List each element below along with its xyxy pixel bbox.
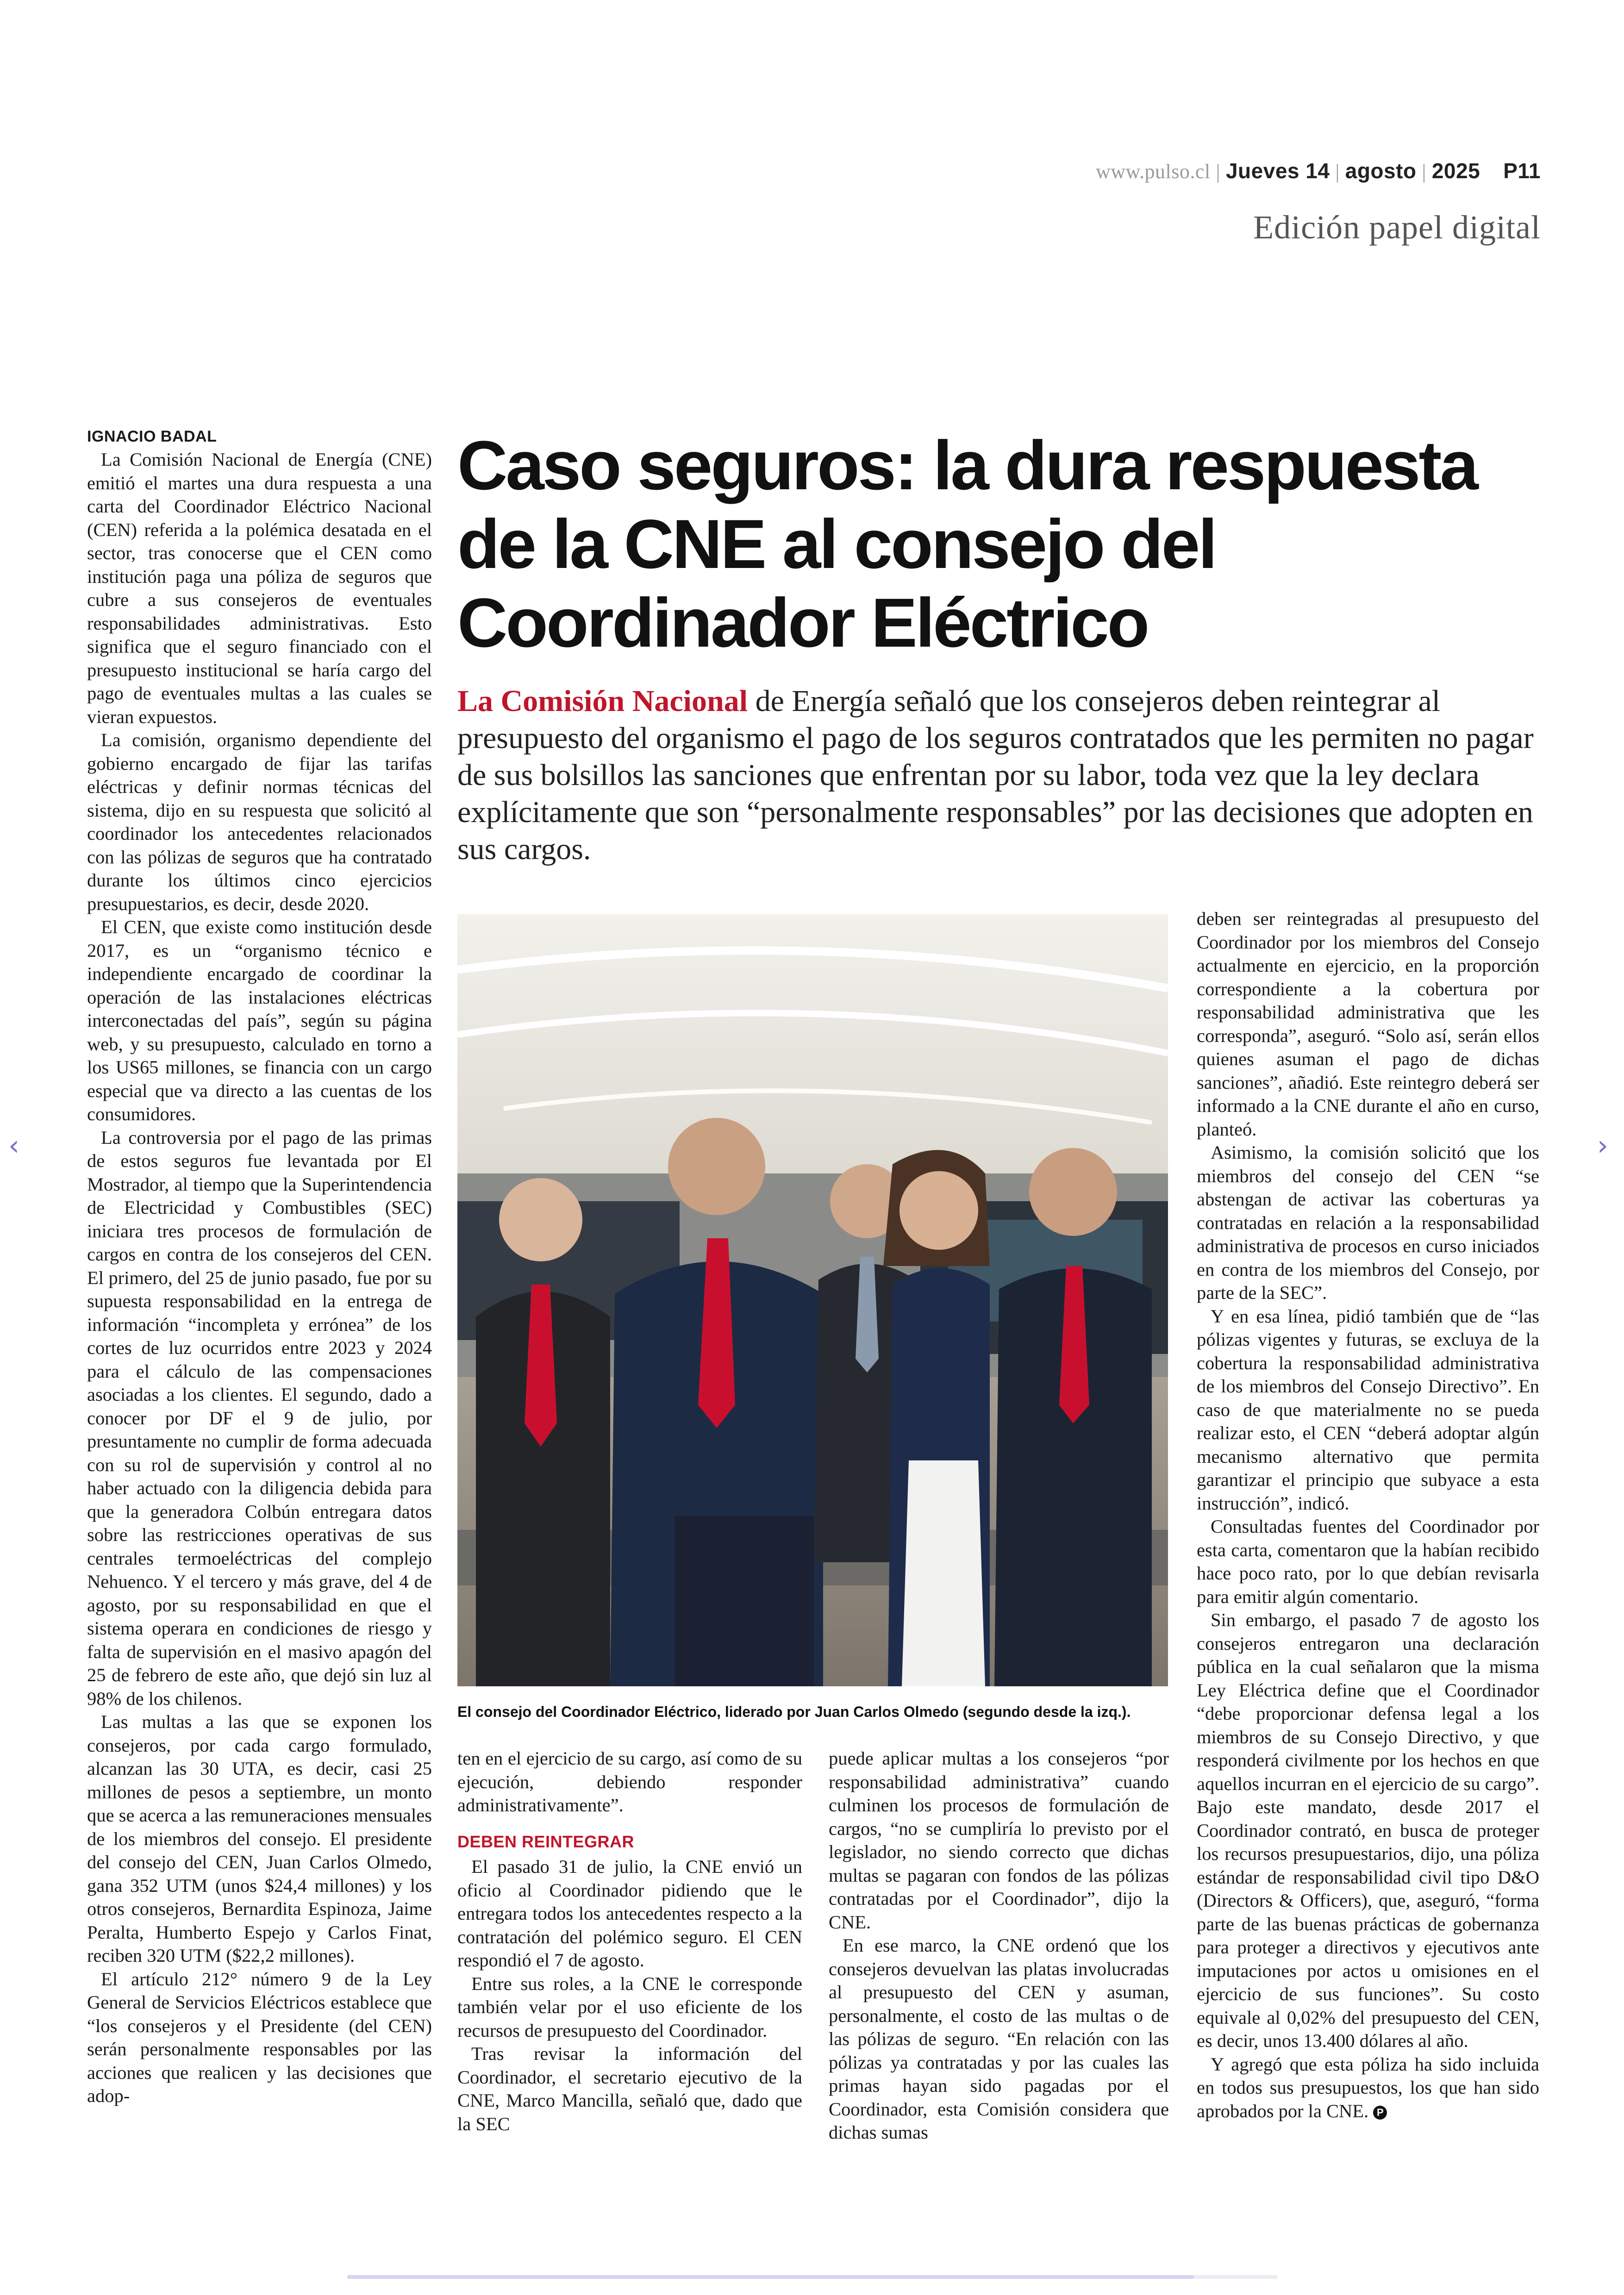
masthead-separator: | xyxy=(1216,160,1220,183)
masthead-day: Jueves 14 xyxy=(1225,159,1330,183)
lede xyxy=(457,683,1550,868)
masthead xyxy=(1096,158,1541,183)
paragraph xyxy=(1197,2053,1539,2123)
scrollbar-track[interactable] xyxy=(347,2275,1278,2279)
paragraph: ten en el ejercicio de su cargo, así como de su ejecución, debiendo responder administrativamente”. xyxy=(457,1748,802,1815)
end-mark-icon: P xyxy=(1373,2106,1387,2120)
column-1 xyxy=(87,425,432,2108)
photo-caption: El consejo del Coordinador Eléctrico, liderado por Juan Carlos Olmedo (segundo desde la izq.). xyxy=(457,1703,1131,1720)
paragraph: Sin embargo, el pasado 7 de agosto los consejeros entregaron una declaración pública en la cual señalaron que la misma Ley Eléctrica define que el Coordinador “debe proporcionar defensa legal a los miembros de su Consejo Directivo, y que responderá civilmente por los hechos en que aquellos incurran en el ejercicio de su cargo”. Bajo este mandato, desde 2017 el Coordinador contrató, en busca de proteger los recursos presupuestarios, dijo, una póliza estándar de responsabilidad civil tipo D&O (Directors & Officers), que, aseguró, “forma parte de las buenas prácticas de gobernanza para proteger a directivos y ejecutivos ante imputaciones por actos u omisiones en el ejercicio de sus funciones”. Su costo equivale al 0,02% del presupuesto del CEN, es decir, unos 13.400 dólares al año. xyxy=(1197,1609,1539,2051)
paragraph: Y en esa línea, pidió también que de “las pólizas vigentes y futuras, se excluya de la cobertura la responsabilidad administrativa de los miembros del Consejo Directivo”. En caso de que materialmente no se pueda realizar esto, el CEN “deberá adoptar algún mecanismo alternativo que permita garantizar el principio que subyace a esta instrucción”, indicó. xyxy=(1197,1305,1539,1514)
paragraph: El artículo 212° número 9 de la Ley General de Servicios Eléctricos establece que “los consejeros y el Presidente (del CEN) serán personalmente responsables por las acciones que realicen y las decisiones que adop- xyxy=(87,1968,432,2106)
column-2 xyxy=(457,1747,802,2136)
masthead-year: 2025 xyxy=(1431,159,1480,183)
group-photo-illustration xyxy=(457,914,1168,1686)
next-page-icon[interactable]: › xyxy=(1597,1129,1608,1162)
headline: Caso seguros: la dura respuesta de la CNE al consejo del Coordinador Eléctrico xyxy=(457,426,1477,661)
masthead-site: www.pulso.cl xyxy=(1096,160,1211,183)
scrollbar-thumb[interactable] xyxy=(347,2275,1194,2279)
paragraph: Asimismo, la comisión solicitó que los miembros del consejo del CEN “se abstengan de activar las coberturas ya contratadas en relación a la responsabilidad administrativa de procesos en curso iniciados en contra de los miembros del Consejo, por parte de la SEC”. xyxy=(1197,1142,1539,1303)
paragraph: La Comisión Nacional de Energía (CNE) emitió el martes una dura respuesta a una carta del Coordinador Eléctrico Nacional (CEN) referida a la polémica desatada en el sector, tras conocerse que el CEN como institución paga una póliza de seguros que cubre a sus consejeros de eventuales responsabilidades administrativas. Esto significa que el seguro financiado con el presupuesto institucional se haría cargo del pago de eventuales multas a las cuales se vieran expuestos. xyxy=(87,449,432,727)
lede-lead: La Comisión Nacional xyxy=(457,684,748,718)
paragraph: Consultadas fuentes del Coordinador por esta carta, comentaron que la habían recibido hace poco rato, por lo que debían revisarla para emitir algún comentario. xyxy=(1197,1516,1539,1607)
article-photo xyxy=(457,914,1168,1686)
paragraph: La controversia por el pago de las primas de estos seguros fue levantada por El Mostrador, al tiempo que la Superintendencia de Electricidad y Combustibles (SEC) iniciara tres procesos de formulación de cargos en contra de los consejeros del CEN. El primero, del 25 de junio pasado, fue por su supuesta responsabilidad en la entrega de información “incompleta y errónea” de los cortes de luz ocurridos entre 2023 y 2024 para el cálculo de las compensaciones asociadas a los clientes. El segundo, dado a conocer por DF el 9 de julio, por presuntamente no cumplir de forma adecuada con su rol de supervisión y control al no haber actuado con la diligencia debida para que la generadora Colbún entregara datos sobre las restricciones operativas de sus centrales termoeléctricas del complejo Nehuenco. Y el tercero y más grave, del 4 de agosto, por su responsabilidad en que el sistema operara en condiciones de riesgo y falta de supervisión en el masivo apagón del 25 de febrero de este año, que dejó sin luz al 98% de los chilenos. xyxy=(87,1127,432,1709)
paragraph-text: Y agregó que esta póliza ha sido incluida en todos sus presupuestos, los que han sido aprobados por la CNE. xyxy=(1197,2053,1539,2121)
lede-body: de Energía señaló que los consejeros deben reintegrar al presupuesto del organismo el pago de los seguros contratados que les permiten no pagar de sus bolsillos las sanciones que enfrentan por su labor, toda vez que la ley declara explícitamente que son “personalmente responsables” por las decisiones que adopten en sus cargos. xyxy=(457,684,1534,866)
paragraph: Entre sus roles, a la CNE le corresponde también velar por el uso eficiente de los recursos de presupuesto del Coordinador. xyxy=(457,1973,802,2041)
page-number: P11 xyxy=(1503,159,1541,183)
column-4 xyxy=(1197,907,1539,2123)
paragraph: En ese marco, la CNE ordenó que los consejeros devuelvan las platas involucradas al presupuesto del CEN y asuman, personalmente, el costo de las multas o de las pólizas de seguro. “En relación con las pólizas ya contratadas y por las cuales las primas hayan sido pagadas por el Coordinador, esta Comisión considera que dichas sumas xyxy=(829,1935,1169,2143)
column-3 xyxy=(829,1747,1169,2145)
paragraph: El pasado 31 de julio, la CNE envió un oficio al Coordinador pidiendo que le entregara todos los antecedentes respecto a la contratación del polémico seguro. El CEN respondió el 7 de agosto. xyxy=(457,1856,802,1971)
paragraph: Tras revisar la información del Coordinador, el secretario ejecutivo de la CNE, Marco Mancilla, señaló que, dado que la SEC xyxy=(457,2043,802,2134)
paragraph: deben ser reintegradas al presupuesto del Coordinador por los miembros del Consejo actualmente en ejercicio, en la proporción correspondiente a la cobertura por responsabilidad administrativa que les corresponda”, aseguró. “Solo así, serán ellos quienes asuman el pago de dichas sanciones”, añadió. Este reintegro deberá ser informado a la CNE durante el año en curso, planteó. xyxy=(1197,908,1539,1140)
edition-label: Edición papel digital xyxy=(1253,209,1541,246)
paragraph: La comisión, organismo dependiente del gobierno encargado de fijar las tarifas eléctricas y definir normas técnicas del sistema, dijo en su respuesta que solicitó al coordinador los antecedentes relacionados con las pólizas de seguros que ha contratado durante los últimos cinco ejercicios presupuestarios, es decir, desde 2020. xyxy=(87,730,432,914)
paragraph: Las multas a las que se exponen los consejeros, por cada cargo formulado, alcanzan las 30 UTA, es decir, casi 25 millones de pesos a septiembre, un monto que se acerca a las remuneraciones mensuales de los miembros del consejo. El presidente del consejo del CEN, Juan Carlos Olmedo, gana 352 UTM (unos $24,4 millones) y los otros consejeros, Bernardita Espinoza, Jaime Peralta, Humberto Espejo y Carlos Finat, reciben 320 UTM ($22,2 millones). xyxy=(87,1711,432,1966)
section-subhead: DEBEN REINTEGRAR xyxy=(457,1832,635,1851)
masthead-separator: | xyxy=(1422,160,1426,183)
previous-page-icon[interactable]: ‹ xyxy=(8,1129,19,1162)
paragraph: puede aplicar multas a los consejeros “por responsabilidad administrativa” cuando culminen los procesos de formulación de cargos, “no se cumpliría lo previsto por el legislador, no siendo correcto que dichas multas se pagaran con fondos de las pólizas contratadas por el Coordinador”, dijo la CNE. xyxy=(829,1748,1169,1933)
masthead-separator: | xyxy=(1335,160,1340,183)
masthead-month: agosto xyxy=(1345,159,1417,183)
paragraph: El CEN, que existe como institución desde 2017, es un “organismo técnico e independiente encargado de coordinar la operación de las instalaciones eléctricas interconectadas del país”, según su página web, y su presupuesto, calculado en torno a los US65 millones, se financia con un cargo especial que va directo a las cuentas de los consumidores. xyxy=(87,917,432,1124)
byline: IGNACIO BADAL xyxy=(87,428,217,445)
